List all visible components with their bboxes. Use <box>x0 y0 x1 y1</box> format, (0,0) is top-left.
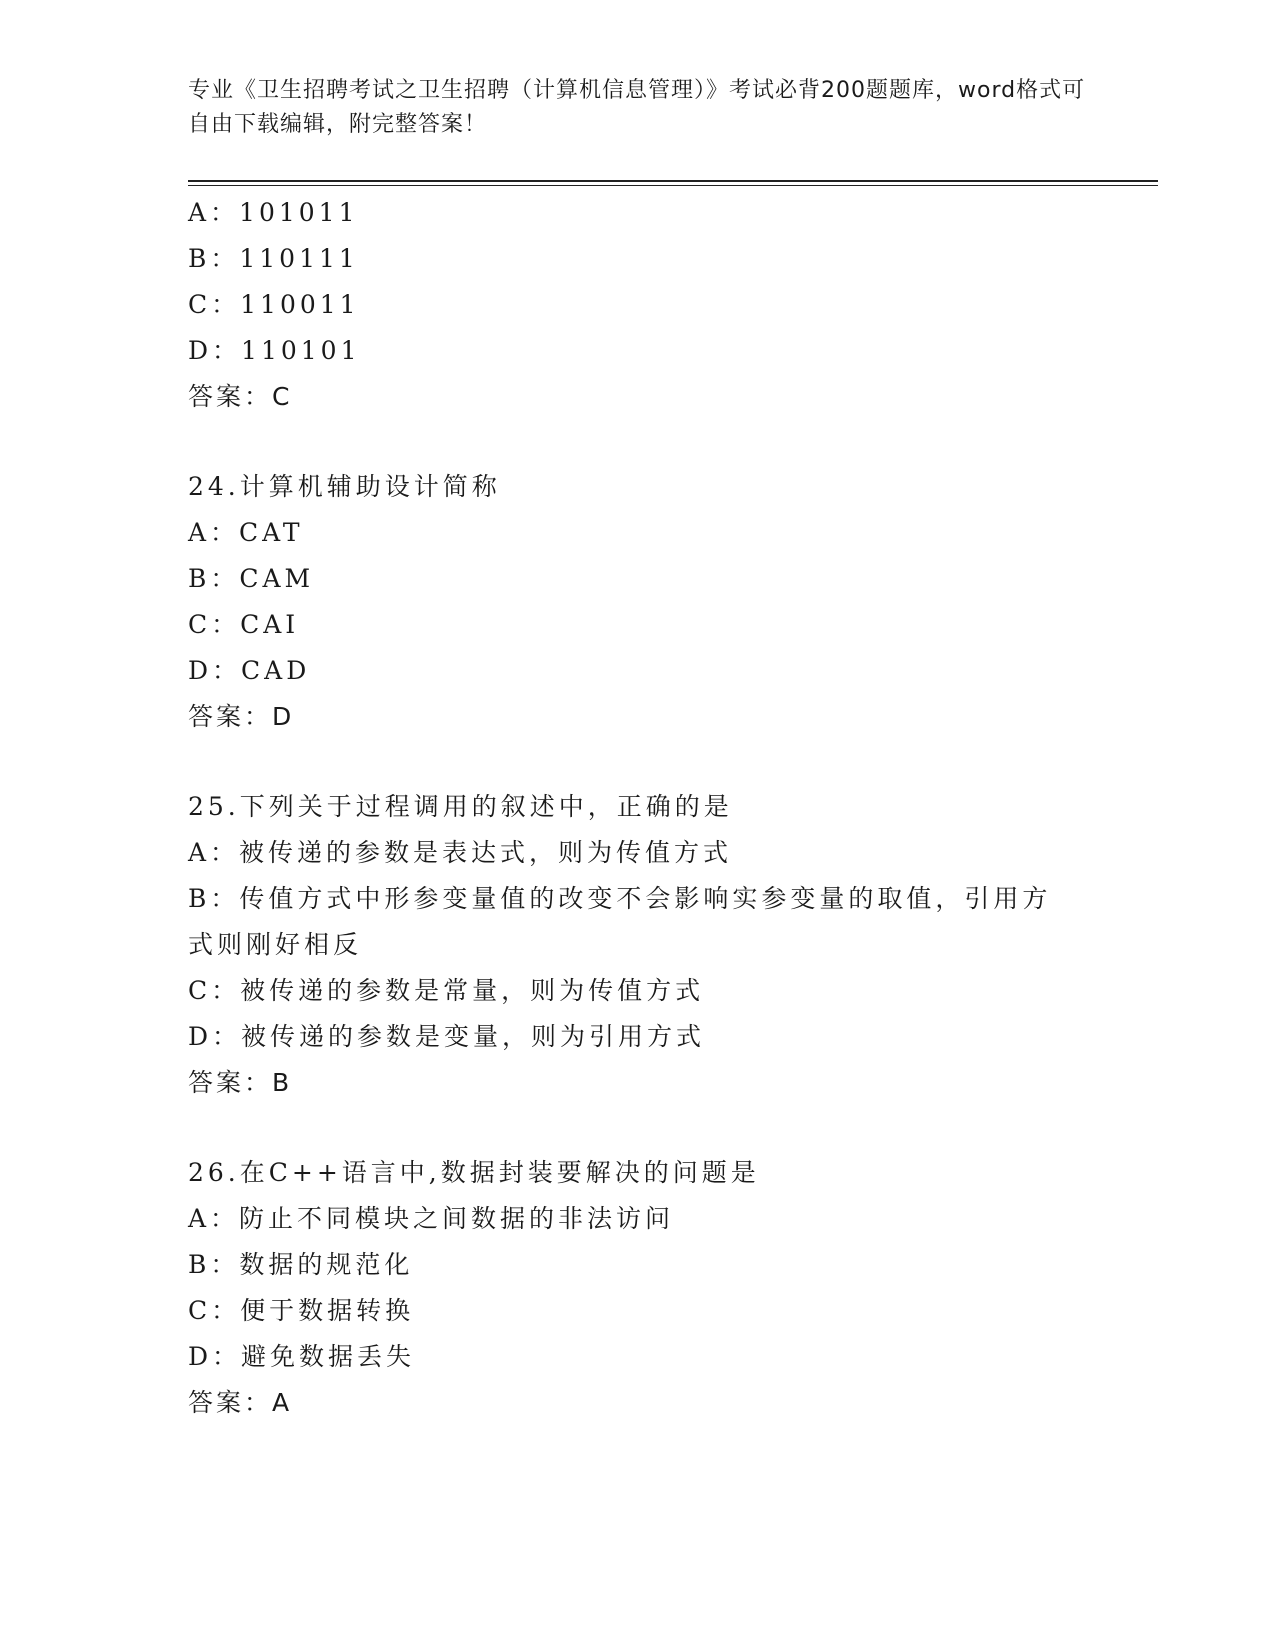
option-c: C：110011 <box>188 290 360 319</box>
option-c: C：便于数据转换 <box>188 1296 415 1325</box>
header-rule-thin <box>188 185 1158 186</box>
option-d: D：被传递的参数是变量，则为引用方式 <box>188 1022 706 1051</box>
question-23 <box>188 190 1088 420</box>
question-text: 25.下列关于过程调用的叙述中，正确的是 <box>188 792 733 821</box>
option-d: D：110101 <box>188 336 361 365</box>
option-a: A：被传递的参数是表达式，则为传值方式 <box>188 838 733 867</box>
option-a: A：防止不同模块之间数据的非法访问 <box>188 1204 675 1233</box>
header-rule-thick <box>188 180 1158 182</box>
question-24 <box>188 464 1088 740</box>
question-25 <box>188 784 1088 1106</box>
option-b: B：CAM <box>188 564 315 593</box>
spacer <box>188 420 1088 464</box>
option-d: D：避免数据丢失 <box>188 1342 416 1371</box>
answer-line: 答案：B <box>188 1068 293 1097</box>
option-c: C：被传递的参数是常量，则为传值方式 <box>188 976 705 1005</box>
question-text: 24.计算机辅助设计简称 <box>188 472 501 501</box>
answer-line: 答案：D <box>188 702 295 731</box>
option-d: D：CAD <box>188 656 311 685</box>
answer-line: 答案：A <box>188 1388 293 1417</box>
option-b: B：传值方式中形参变量值的改变不会影响实参变量的取值，引用方式则刚好相反 <box>188 884 1052 959</box>
option-a: A：CAT <box>188 518 304 547</box>
option-c: C：CAI <box>188 610 300 639</box>
question-list <box>188 190 1088 1426</box>
spacer <box>188 740 1088 784</box>
document-header: 专业《卫生招聘考试之卫生招聘（计算机信息管理）》考试必背200题题库，word格式可自由下载编辑，附完整答案！ <box>188 78 1086 137</box>
option-b: B：110111 <box>188 244 359 273</box>
question-26 <box>188 1150 1088 1426</box>
option-a: A：101011 <box>188 198 359 227</box>
question-text: 26.在C++语言中,数据封装要解决的问题是 <box>188 1158 760 1187</box>
option-b: B：数据的规范化 <box>188 1250 414 1279</box>
spacer <box>188 1106 1088 1150</box>
answer-line: 答案：C <box>188 382 293 411</box>
